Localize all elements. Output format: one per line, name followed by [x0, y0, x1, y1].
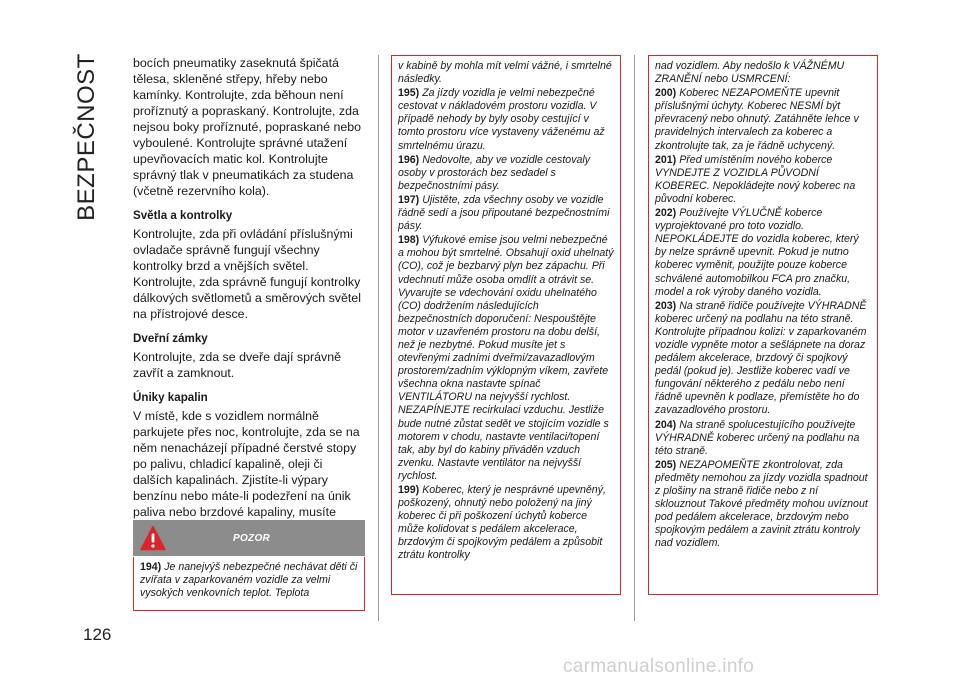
- warning-item: [655, 60, 871, 86]
- watermark: carmanualsonline.info: [563, 656, 755, 677]
- warning-item: [398, 194, 614, 233]
- warning-item-text: Výfukové emise jsou velmi nebezpečné a mohou být smrtelné. Obsahují oxid uhelnatý (CO), což je bezbarvý plyn bez zápachu. Při vdechnutí může osoba omdlít a otrávit se. Vyvarujte se vdechování oxidu uhelnatého (CO) dodržením následujících bezpečnostních doporučení: Nespouštějte motor v uzavřeném prostoru na dobu delší, než je nezbytné. Pokud musíte jet s otevřenými zadními dveřmi/zavazadlovým prostorem/zadním výklopným víkem, zavřete všechna okna nastavte spínač VENTILÁTORU na nejvyšší rychlost. NEZAPÍNEJTE recirkulaci vzduchu. Jestliže bude nutné zůstat sedět ve stojícím vozidle s motorem v chodu, nastavte ventilaci/topení tak, aby byl do kabiny přiváděn vzduch zvenku. Nastavte ventilátor na nejvyšší rychlost.: [398, 234, 614, 482]
- warning-header: [133, 520, 365, 556]
- warning-box-col2: [391, 55, 621, 595]
- warning-item: [140, 561, 358, 600]
- warning-item-number: 200): [655, 87, 677, 100]
- section-paragraph: Kontrolujte, zda se dveře dají správně zavřít a zamknout.: [133, 350, 342, 380]
- warning-item-text: Ujistěte, zda všechny osoby ve vozidle řádně sedí a jsou připoutané bezpečnostními pásy.: [398, 193, 610, 233]
- warning-item-text: Koberec, který je nesprávné upevněný, poškozený, ohnutý nebo položený na jiný koberec či při poškození úchytů koberce může kolidovat s pedálem akcelerace, brzdovým či spojkovým pedálem a způsobit ztrátu kontrolky: [398, 484, 606, 562]
- warning-item: [655, 207, 871, 299]
- warning-item: [655, 419, 871, 458]
- warning-item-text: Za jízdy vozidla je velmi nebezpečné cestovat v nákladovém prostoru vozidla. V případě nehody by byly osoby cestující v tomto prostoru více vystaveny váženému až smrtelnému úrazu.: [398, 87, 605, 152]
- warning-item-text: Nedovolte, aby ve vozidle cestovaly osoby v prostorách bez sedadel s bezpečnostními pásy.: [398, 153, 591, 192]
- warning-item: [655, 459, 871, 551]
- section-heading: Světla a kontrolky: [133, 209, 233, 222]
- warning-item: [398, 60, 614, 86]
- warning-item: [655, 87, 871, 152]
- warning-item: [398, 484, 614, 563]
- section-heading: Úniky kapalin: [133, 391, 208, 404]
- section-title-text: BEZPEČNOST: [73, 53, 101, 221]
- intro-paragraph: bocích pneumatiky zaseknutá špičatá tělesa, skleněné střepy, hřeby nebo kamínky. Kontrolujte, zda běhoun není proříznutý a popraskaný. Kontrolujte, zda nejsou boky proříznuté, popraskané nebo vyboulené. Kontrolujte správné utažení upevňovacích matic kol. Kontrolujte správný tlak v pneumatikách za studena (včetně rezervního kola).: [133, 56, 362, 198]
- main-text-column: [133, 55, 365, 536]
- warning-item-number: 198): [398, 234, 420, 247]
- warning-item-text: Koberec NEZAPOMEŇTE upevnit příslušnými úchyty. Koberec NESMÍ být převracený nebo ohnutý. Zatáhněte lehce v pravidelných intervalech za koberec a zkontrolujte tak, za je řádně uchycený.: [655, 87, 859, 152]
- warning-item-number: 195): [398, 87, 420, 100]
- section-heading: Dveřní zámky: [133, 332, 208, 345]
- warning-box-col3: [648, 55, 878, 595]
- warning-item-number: 202): [655, 207, 677, 220]
- warning-title: POZOR: [233, 533, 271, 544]
- column-divider: [378, 55, 379, 621]
- warning-item-number: 199): [398, 484, 420, 496]
- page-number: 126: [83, 625, 112, 644]
- warning-item-text: Před umístěním nového koberce VYNDEJTE Z VOZIDLA PŮVODNÍ KOBEREC. Nepokládejte nový koberec na původní koberec.: [655, 153, 856, 205]
- section-title: [52, 53, 122, 221]
- warning-item-number: 205): [655, 458, 677, 471]
- warning-item: [398, 87, 614, 152]
- warning-item: [398, 154, 614, 193]
- warning-item: [655, 154, 871, 206]
- warning-item-text: Je nanejvýš nebezpečné nechávat děti či zvířata v zaparkovaném vozidle za velmi vysokých venkovních teplot. Teplota: [140, 561, 358, 600]
- warning-item-number: 194): [140, 561, 162, 573]
- warning-item-text: nad vozidlem. Aby nedošlo k VÁŽNÉMU ZRANĚNÍ nebo USMRCENÍ:: [655, 60, 845, 86]
- warning-item-number: 197): [398, 193, 420, 206]
- warning-box-col1: [133, 557, 365, 611]
- warning-item-text: Na straně řidiče používejte VÝHRADNĚ koberec určený na podlahu na této straně. Kontrolujte případnou kolizi: v zaparkovaném vozidle vypněte motor a sešlápnete na doraz pedálem akcelerace, brzdový či spojkový pedál (pokud je). Jestliže koberec vadí ve fungování některého z pedálu nebo není řádně upevněn k podlaze, přemístěte ho do zavazadlového prostoru.: [655, 299, 867, 417]
- warning-item-text: NEZAPOMEŇTE zkontrolovat, zda předměty nemohou za jízdy vozidla spadnout z plošiny na straně řidiče nebo z ní sklouznout Takové předměty mohou uvíznout pod pedálem akcelerace, brzdovým nebo spojkovým pedálem a zavinit ztrátu kontroly nad vozidlem.: [655, 458, 868, 550]
- warning-item: [398, 234, 614, 483]
- warning-item-number: 196): [398, 153, 420, 166]
- warning-triangle-icon: [140, 525, 166, 551]
- warning-item-number: 203): [655, 299, 677, 312]
- column-divider: [634, 55, 635, 621]
- warning-item-text: Na straně spolucestujícího používejte VÝHRADNĚ koberec určený na podlahu na této straně.: [655, 418, 860, 457]
- section-paragraph: V místě, kde s vozidlem normálně parkujete přes noc, kontrolujte, zda se na něm nenacházejí případné čerstvé stopy po palivu, chladicí kapalině, oleji či dalších kapalinách. Zjistíte-li výpary benzínu nebo máte-li podezření na únik paliva nebo brzdové kapaliny, musíte: [133, 409, 360, 519]
- warning-item-number: 204): [655, 418, 677, 431]
- warning-item-text: Používejte VÝLUČNĚ koberce vyprojektované pro toto vozidlo. NEPOKLÁDEJTE do vozidla koberec, který by nelze správně upevnit. Pokud je nutno koberec vyměnit, použijte pouze koberce schválené automobilkou FCA pro značku, model a rok výroby daného vozidla.: [655, 207, 859, 298]
- warning-item-text: v kabině by mohla mít velmi vážné, i smrtelné následky.: [398, 60, 612, 86]
- warning-item-number: 201): [655, 153, 677, 166]
- section-paragraph: Kontrolujte, zda při ovládání příslušnými ovladače správně fungují všechny kontrolky brzd a vnějších světel. Kontrolujte, zda správně fungují kontrolky dálkových světlometů a směrových světel na přístrojové desce.: [133, 227, 361, 321]
- warning-item: [655, 300, 871, 418]
